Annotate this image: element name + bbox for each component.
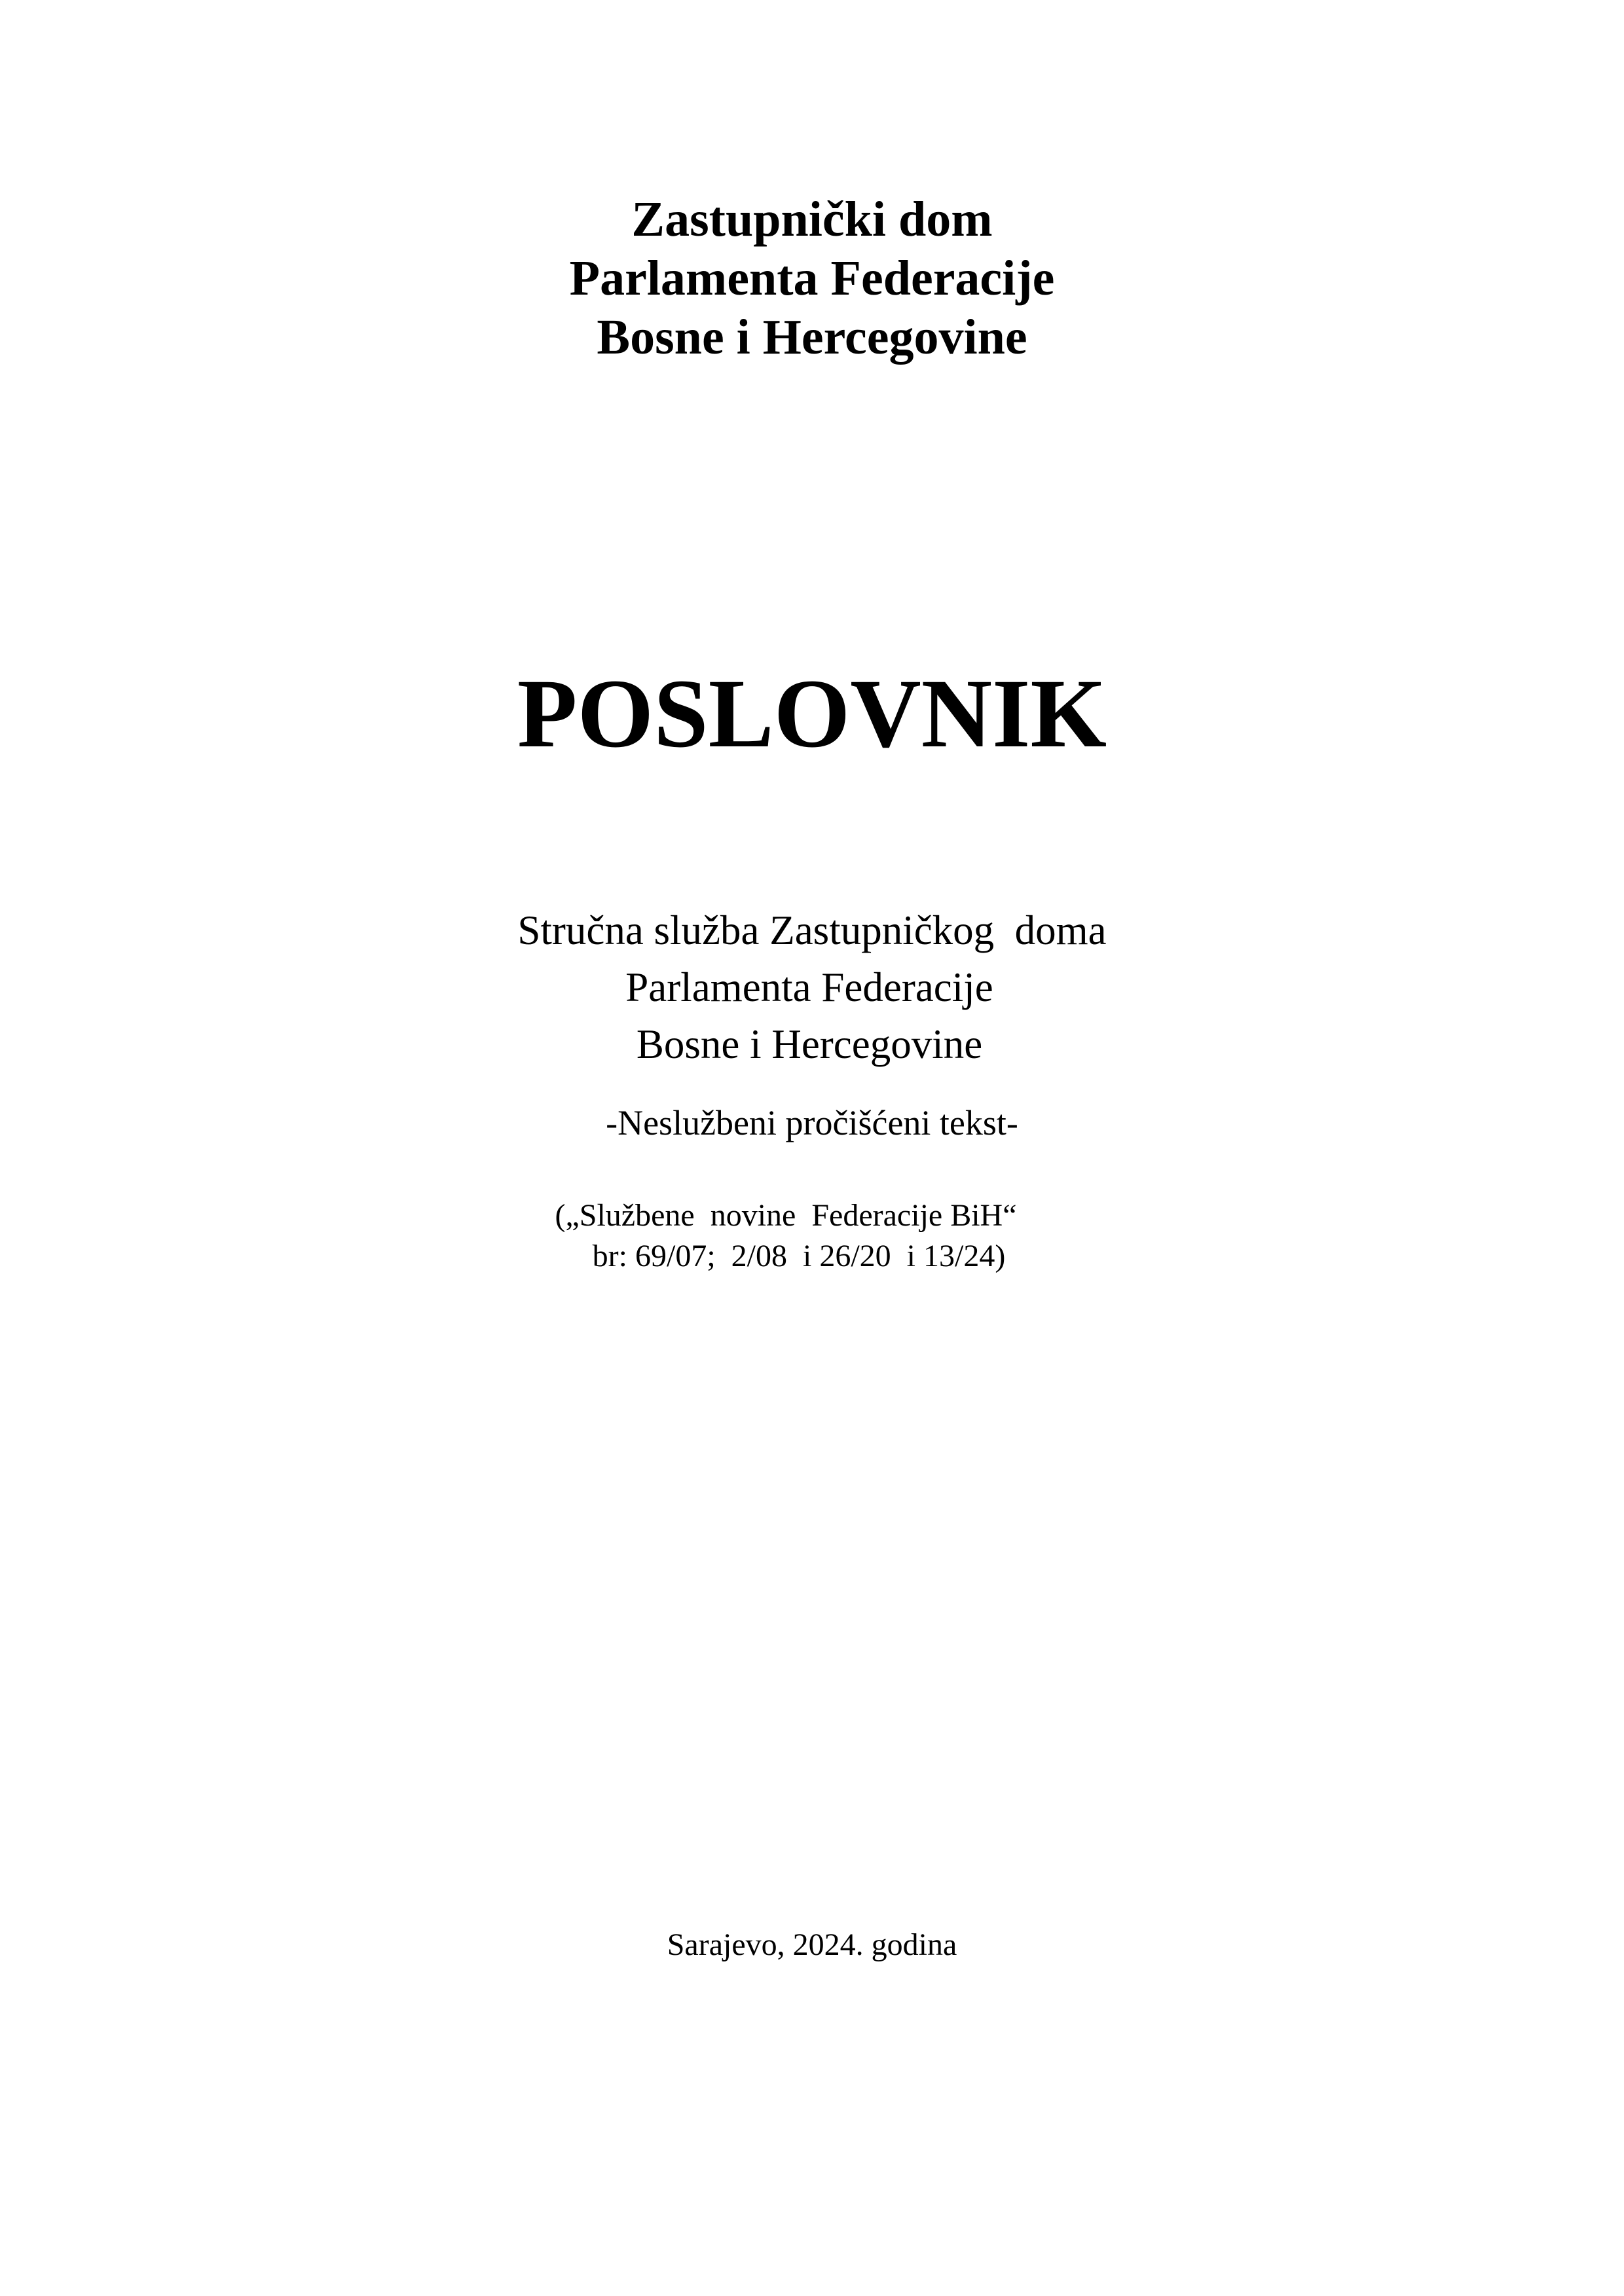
service-line-1: Stručna služba Zastupničkog doma xyxy=(517,907,1107,953)
service-line-3: Bosne i Hercegovine xyxy=(636,1021,983,1067)
gazette-reference xyxy=(0,1195,1624,1277)
issuing-body-heading xyxy=(0,190,1624,367)
service-line-2: Parlamenta Federacije xyxy=(625,964,993,1010)
place-and-year: Sarajevo, 2024. godina xyxy=(667,1927,957,1962)
document-title: POSLOVNIK xyxy=(517,659,1107,768)
gazette-line-2: br: 69/07; 2/08 i 26/20 i 13/24) xyxy=(592,1239,1006,1273)
heading-line-3: Bosne i Hercegovine xyxy=(597,310,1027,365)
service-block xyxy=(0,902,1624,1073)
gazette-line-1: („Službene novine Federacije BiH“ xyxy=(555,1198,1017,1233)
heading-line-2: Parlamenta Federacije xyxy=(569,251,1055,306)
unofficial-text-note: -Neslužbeni pročišćeni tekst- xyxy=(606,1103,1018,1142)
heading-line-1: Zastupnički dom xyxy=(631,192,993,247)
